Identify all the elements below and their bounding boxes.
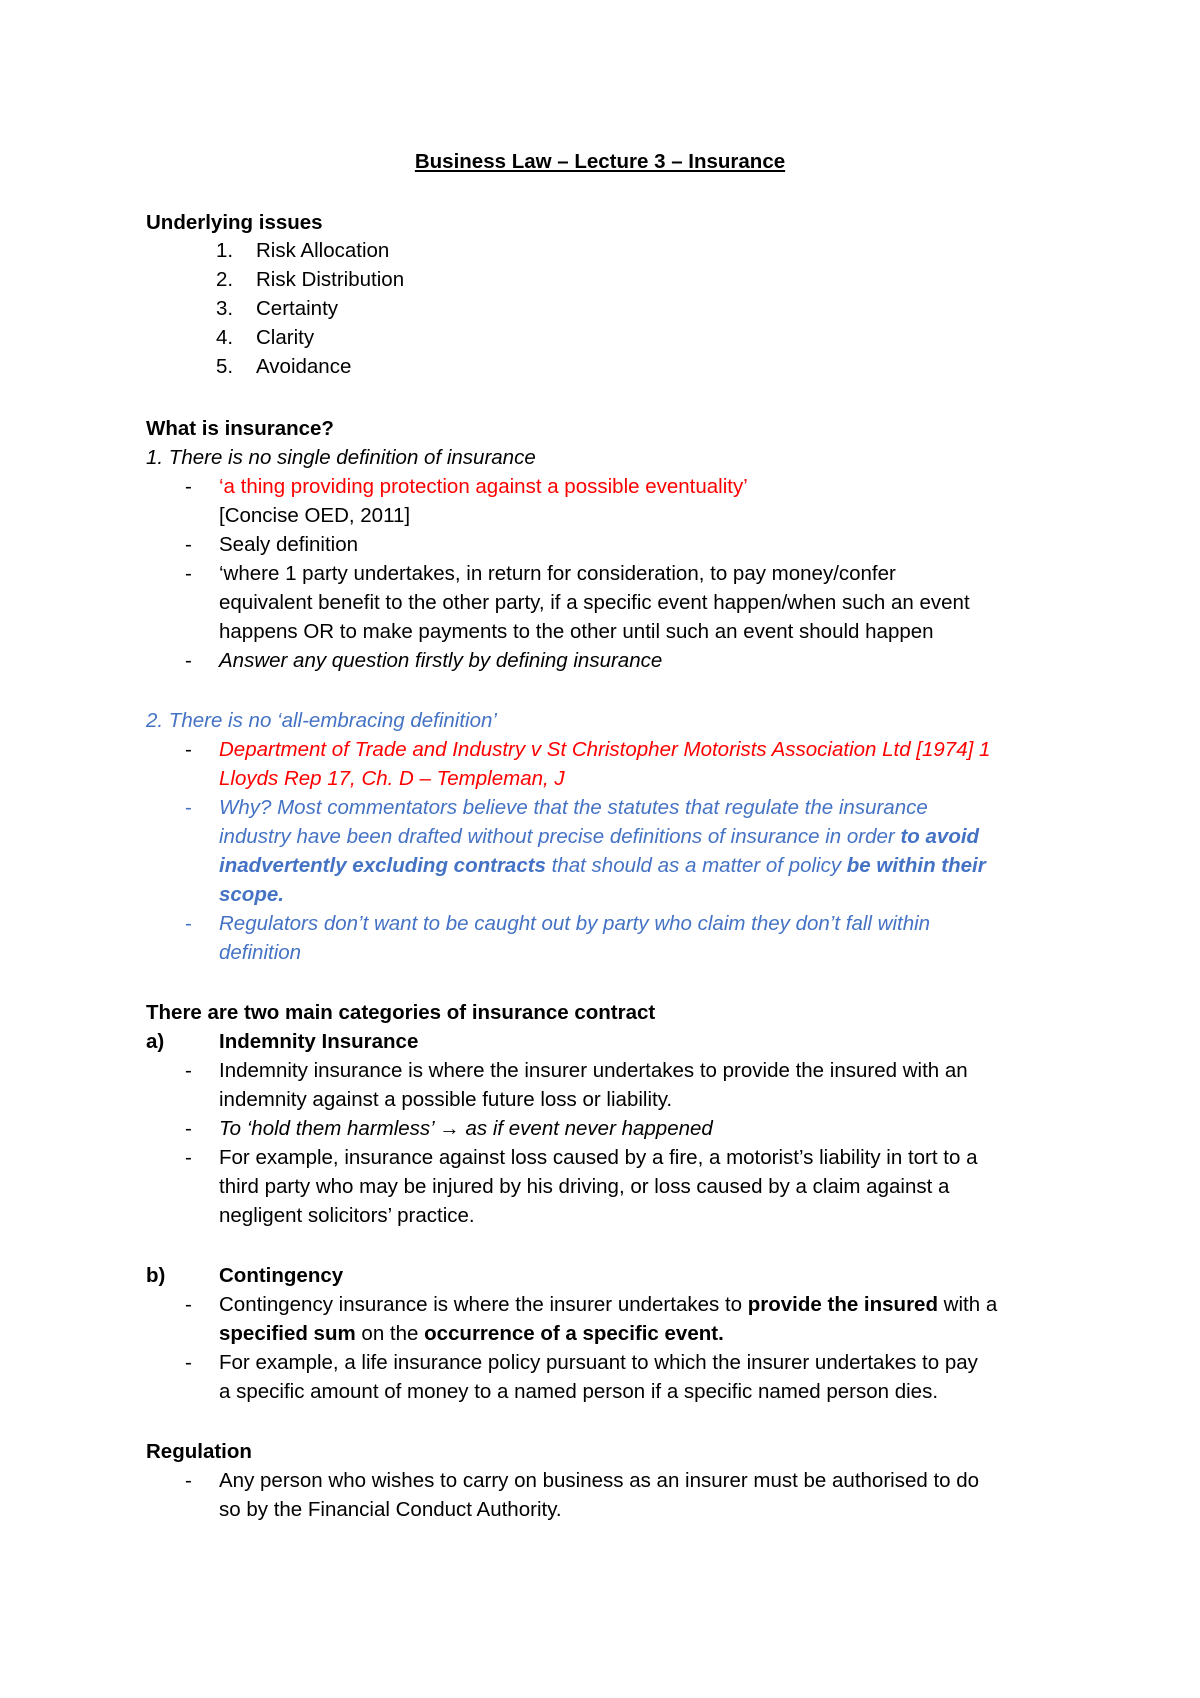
list-item-text: Risk Allocation xyxy=(256,239,390,262)
sealy-text-line: equivalent benefit to the other party, if a specific event happen/when such an event xyxy=(219,591,970,614)
bullet-dash: - xyxy=(185,1117,192,1140)
concise-oed-citation: [Concise OED, 2011] xyxy=(219,504,411,527)
bullet-dash: - xyxy=(185,562,192,585)
bullet-dash: - xyxy=(185,1469,192,1492)
bullet-dash: - xyxy=(185,1293,192,1316)
indemnity-text-line: Indemnity insurance is where the insurer undertakes to provide the insured with an xyxy=(219,1059,968,1082)
contingency-example-line: For example, a life insurance policy pursuant to which the insurer undertakes to pay xyxy=(219,1351,978,1374)
regulation-text-line: so by the Financial Conduct Authority. xyxy=(219,1498,562,1521)
hold-harmless-line: To ‘hold them harmless’ → as if event never happened xyxy=(219,1117,713,1140)
concise-oed-quote: ‘a thing providing protection against a possible eventuality’ xyxy=(219,475,748,498)
bullet-dash: - xyxy=(185,649,192,672)
point-1: 1. There is no single definition of insurance xyxy=(146,446,536,469)
list-item-number: 2. xyxy=(216,268,234,291)
bullet-dash: - xyxy=(185,796,192,819)
contingency-text-line: Contingency insurance is where the insurer undertakes to provide the insured with a xyxy=(219,1293,998,1316)
what-is-insurance-heading: What is insurance? xyxy=(146,417,334,440)
sealy-definition: Sealy definition xyxy=(219,533,359,556)
contingency-text-line: specified sum on the occurrence of a specific event. xyxy=(219,1322,724,1345)
regulators-text-line: definition xyxy=(219,941,302,964)
case-citation-line: Lloyds Rep 17, Ch. D – Templeman, J xyxy=(219,767,565,790)
list-item-number: 1. xyxy=(216,239,234,262)
why-text-line: scope. xyxy=(219,883,284,906)
bullet-dash: - xyxy=(185,912,192,935)
sealy-text-line: ‘where 1 party undertakes, in return for consideration, to pay money/confer xyxy=(219,562,896,585)
regulators-text-line: Regulators don’t want to be caught out by party who claim they don’t fall within xyxy=(219,912,931,935)
regulation-text-line: Any person who wishes to carry on business as an insurer must be authorised to do xyxy=(219,1469,980,1492)
category-b-label: b) xyxy=(146,1264,166,1287)
list-item-number: 5. xyxy=(216,355,234,378)
indemnity-example-line: For example, insurance against loss caused by a fire, a motorist’s liability in tort to a xyxy=(219,1146,978,1169)
sealy-text-line: happens OR to make payments to the other until such an event should happen xyxy=(219,620,934,643)
bullet-dash: - xyxy=(185,533,192,556)
list-item-text: Clarity xyxy=(256,326,315,349)
list-item-text: Risk Distribution xyxy=(256,268,405,291)
list-item-text: Certainty xyxy=(256,297,339,320)
list-item-text: Avoidance xyxy=(256,355,352,378)
answer-tip: Answer any question firstly by defining insurance xyxy=(219,649,663,672)
arrow-right-icon: → xyxy=(439,1117,460,1140)
why-text-line: Why? Most commentators believe that the statutes that regulate the insurance xyxy=(219,796,928,819)
bullet-dash: - xyxy=(185,1146,192,1169)
indemnity-example-line: third party who may be injured by his driving, or loss caused by a claim against a xyxy=(219,1175,950,1198)
underlying-issues-heading: Underlying issues xyxy=(146,211,323,234)
category-a-title: Indemnity Insurance xyxy=(219,1030,419,1053)
bullet-dash: - xyxy=(185,475,192,498)
why-text-line: industry have been drafted without precise definitions of insurance in order to avoid xyxy=(219,825,980,848)
contingency-example-line: a specific amount of money to a named person if a specific named person dies. xyxy=(219,1380,939,1403)
indemnity-example-line: negligent solicitors’ practice. xyxy=(219,1204,475,1227)
list-item-number: 3. xyxy=(216,297,234,320)
document-title: Business Law – Lecture 3 – Insurance xyxy=(414,150,786,173)
indemnity-text-line: indemnity against a possible future loss or liability. xyxy=(219,1088,673,1111)
category-a-label: a) xyxy=(146,1030,165,1053)
categories-heading: There are two main categories of insurance contract xyxy=(146,1001,656,1024)
bullet-dash: - xyxy=(185,1059,192,1082)
category-b-title: Contingency xyxy=(219,1264,344,1287)
list-item-number: 4. xyxy=(216,326,234,349)
point-2: 2. There is no ‘all-embracing definition’ xyxy=(146,709,497,732)
bullet-dash: - xyxy=(185,738,192,761)
bullet-dash: - xyxy=(185,1351,192,1374)
case-citation-line: Department of Trade and Industry v St Christopher Motorists Association Ltd [1974] 1 xyxy=(219,738,991,761)
regulation-heading: Regulation xyxy=(146,1440,252,1463)
why-text-line: inadvertently excluding contracts that should as a matter of policy be within their xyxy=(219,854,986,877)
